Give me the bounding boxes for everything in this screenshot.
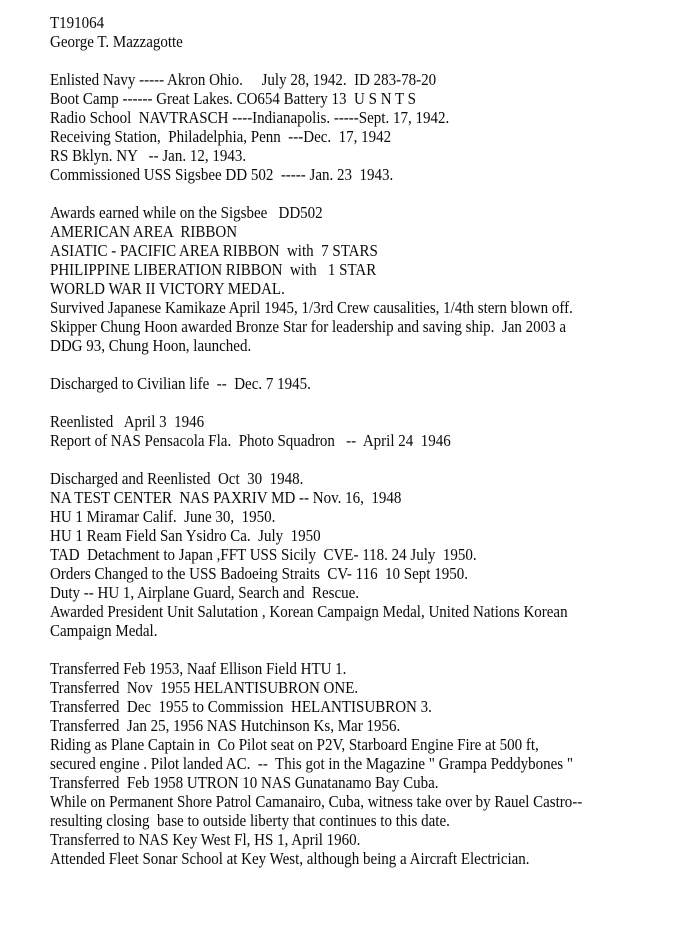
service-entry: Discharged and Reenlisted Oct 30 1948.	[50, 469, 304, 488]
spacer	[50, 393, 691, 412]
service-entry: Report of NAS Pensacola Fla. Photo Squadron -- April 24 1946	[50, 431, 451, 450]
service-entry: Awarded President Unit Salutation , Korean Campaign Medal, United Nations Korean	[50, 602, 568, 621]
service-entry: HU 1 Ream Field San Ysidro Ca. July 1950	[50, 526, 321, 545]
service-entry: HU 1 Miramar Calif. June 30, 1950.	[50, 507, 276, 526]
service-entry: RS Bklyn. NY -- Jan. 12, 1943.	[50, 146, 247, 165]
spacer	[50, 450, 691, 469]
later-transfers-section	[50, 659, 691, 868]
service-entry: Campaign Medal.	[50, 621, 158, 640]
service-entry: Commissioned USS Sigsbee DD 502 ----- Jan. 23 1943.	[50, 165, 394, 184]
person-name: George T. Mazzagotte	[50, 32, 183, 51]
service-entry: Transferred to NAS Key West Fl, HS 1, April 1960.	[50, 830, 361, 849]
service-entry: While on Permanent Shore Patrol Camanairo, Cuba, witness take over by Rauel Castro--	[50, 792, 583, 811]
service-entry: secured engine . Pilot landed AC. -- This got in the Magazine " Grampa Peddybones "	[50, 754, 574, 773]
discharge-section	[50, 374, 691, 393]
awards-heading: Awards earned while on the Sigsbee DD502	[50, 203, 323, 222]
service-entry: NA TEST CENTER NAS PAXRIV MD -- Nov. 16, 1948	[50, 488, 402, 507]
service-entry: Attended Fleet Sonar School at Key West, although being a Aircraft Electrician.	[50, 849, 530, 868]
award-entry: WORLD WAR II VICTORY MEDAL.	[50, 279, 285, 298]
service-entry: Duty -- HU 1, Airplane Guard, Search and Rescue.	[50, 583, 360, 602]
narrative-line: Skipper Chung Hoon awarded Bronze Star for leadership and saving ship. Jan 2003 a	[50, 317, 567, 336]
service-entry: Receiving Station, Philadelphia, Penn ---Dec. 17, 1942	[50, 127, 392, 146]
early-service-section	[50, 70, 691, 184]
spacer	[50, 51, 691, 70]
service-entry: Boot Camp ------ Great Lakes. CO654 Battery 13 U S N T S	[50, 89, 416, 108]
service-entry: Radio School NAVTRASCH ----Indianapolis. -----Sept. 17, 1942.	[50, 108, 450, 127]
narrative-line: DDG 93, Chung Hoon, launched.	[50, 336, 252, 355]
reenlistment-section	[50, 412, 691, 450]
service-entry: Orders Changed to the USS Badoeing Straits CV- 116 10 Sept 1950.	[50, 564, 468, 583]
service-entry: Riding as Plane Captain in Co Pilot seat on P2V, Starboard Engine Fire at 500 ft,	[50, 735, 539, 754]
award-entry: AMERICAN AREA RIBBON	[50, 222, 238, 241]
service-entry: Transferred Feb 1953, Naaf Ellison Field HTU 1.	[50, 659, 347, 678]
service-entry: Transferred Dec 1955 to Commission HELANTISUBRON 3.	[50, 697, 432, 716]
service-entry: TAD Detachment to Japan ,FFT USS Sicily CVE- 118. 24 July 1950.	[50, 545, 477, 564]
service-entry: Transferred Nov 1955 HELANTISUBRON ONE.	[50, 678, 359, 697]
service-entry: Enlisted Navy ----- Akron Ohio. July 28, 1942. ID 283-78-20	[50, 70, 437, 89]
award-entry: ASIATIC - PACIFIC AREA RIBBON with 7 STARS	[50, 241, 378, 260]
spacer	[50, 640, 691, 659]
award-entry: PHILIPPINE LIBERATION RIBBON with 1 STAR	[50, 260, 377, 279]
service-entry: Transferred Feb 1958 UTRON 10 NAS Gunatanamo Bay Cuba.	[50, 773, 439, 792]
service-entry: Discharged to Civilian life -- Dec. 7 1945.	[50, 374, 311, 393]
service-entry: Transferred Jan 25, 1956 NAS Hutchinson Ks, Mar 1956.	[50, 716, 401, 735]
service-entry: Reenlisted April 3 1946	[50, 412, 205, 431]
awards-section	[50, 203, 691, 355]
spacer	[50, 184, 691, 203]
service-entry: resulting closing base to outside liberty that continues to this date.	[50, 811, 450, 830]
record-id: T191064	[50, 13, 105, 32]
narrative-line: Survived Japanese Kamikaze April 1945, 1/3rd Crew causalities, 1/4th stern blown off.	[50, 298, 573, 317]
service-record-document	[50, 13, 691, 868]
korea-era-section	[50, 469, 691, 640]
spacer	[50, 355, 691, 374]
